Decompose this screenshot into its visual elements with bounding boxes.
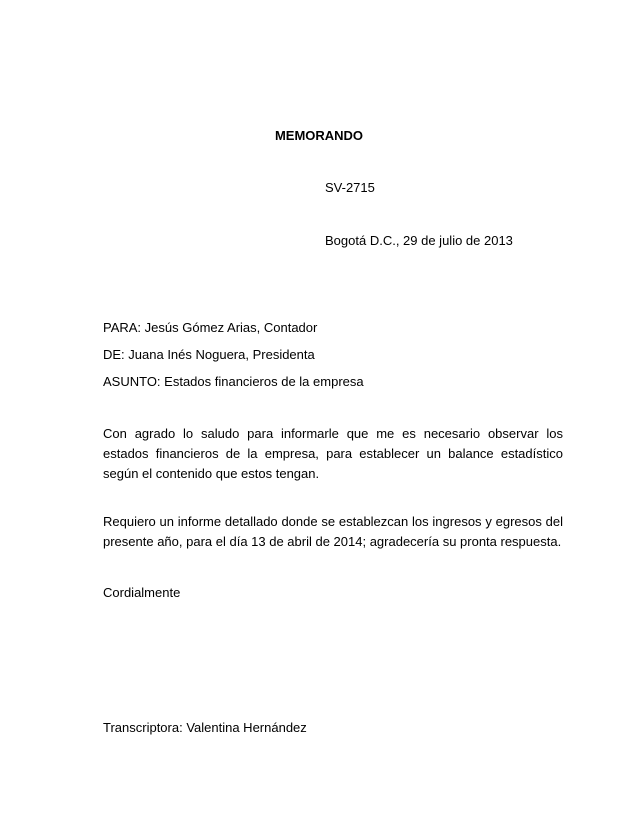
memo-body-paragraph-1: Con agrado lo saludo para informarle que me es necesario observar los estados financieros de la empresa, para establecer un balance estadístico según el contenido que estos tengan. xyxy=(103,426,563,481)
memo-body-paragraph-2: Requiero un informe detallado donde se establezcan los ingresos y egresos del presente año, para el día 13 de abril de 2014; agradecería su pronta respuesta. xyxy=(103,514,563,549)
memo-closing: Cordialmente xyxy=(103,585,181,600)
memo-from-line: DE: Juana Inés Noguera, Presidenta xyxy=(103,347,315,362)
memo-subject-line: ASUNTO: Estados financieros de la empresa xyxy=(103,374,364,389)
memo-transcriber-line: Transcriptora: Valentina Hernández xyxy=(103,720,307,735)
memo-title: MEMORANDO xyxy=(274,128,364,143)
memo-to-line: PARA: Jesús Gómez Arias, Contador xyxy=(103,320,318,335)
memo-reference: SV-2715 xyxy=(325,180,375,195)
memo-date: Bogotá D.C., 29 de julio de 2013 xyxy=(325,233,513,248)
